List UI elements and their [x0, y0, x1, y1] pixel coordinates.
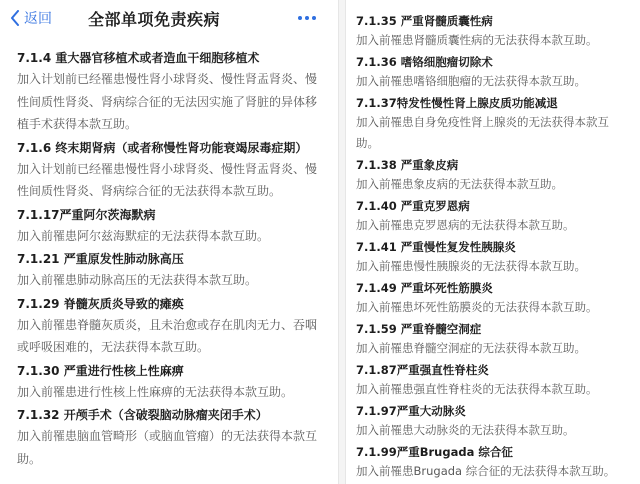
- disease-title: 7.1.37特发性慢性肾上腺皮质功能减退: [356, 96, 558, 110]
- disease-title: 7.1.35 严重肾髓质囊性病: [356, 14, 493, 28]
- navigation-bar: [0, 0, 336, 36]
- disease-title: 7.1.4 重大器官移植术或者造血干细胞移植术: [17, 51, 260, 65]
- disease-note: 加入前罹患慢性胰腺炎的无法获得本款互助。: [356, 259, 586, 273]
- disease-title: 7.1.30 严重进行性核上性麻痹: [17, 363, 184, 378]
- back-button[interactable]: [10, 8, 52, 28]
- disease-item: [356, 12, 630, 51]
- disease-title: 7.1.6 终末期肾病（或者称慢性肾功能衰竭尿毒症期）: [17, 140, 308, 155]
- disease-item: [17, 406, 326, 470]
- disease-title: 7.1.40 严重克罗恩病: [356, 199, 470, 213]
- disease-note: 加入前罹患克罗恩病的无法获得本款互助。: [356, 218, 575, 232]
- disease-note: 加入前罹患自身免疫性肾上腺炎的无法获得本款互助。: [356, 115, 609, 150]
- disease-item: [356, 361, 630, 400]
- disease-title: 7.1.36 嗜铬细胞瘤切除术: [356, 55, 493, 69]
- disease-item: [356, 279, 630, 318]
- disease-item: [356, 94, 630, 154]
- disease-title: 7.1.97严重大动脉炎: [356, 404, 466, 418]
- disease-title: 7.1.29 脊髓灰质炎导致的瘫痪: [17, 296, 184, 311]
- page-title: 全部单项免责疾病: [88, 10, 221, 29]
- disease-note: 加入前罹患坏死性筋膜炎的无法获得本款互助。: [356, 300, 598, 314]
- disease-item: [356, 197, 630, 236]
- disease-note: 加入前罹患脊髓灰质炎，且未治愈或存在肌肉无力、吞咽或呼吸困难的，无法获得本款互助。: [17, 317, 318, 354]
- right-disease-list: [356, 12, 630, 484]
- disease-item: [17, 49, 326, 136]
- left-disease-list: [17, 46, 326, 470]
- disease-item: [356, 156, 630, 195]
- disease-item: [17, 139, 326, 203]
- disease-item: [17, 295, 326, 359]
- disease-item: [17, 206, 326, 248]
- disease-title: 7.1.32 开颅手术（含破裂脑动脉瘤夹闭手术）: [17, 408, 268, 422]
- disease-title: 7.1.41 严重慢性复发性胰腺炎: [356, 240, 516, 254]
- disease-note: 加入前罹患肺动脉高压的无法获得本款互助。: [17, 273, 258, 287]
- disease-item: [356, 238, 630, 277]
- disease-item: [17, 362, 326, 404]
- right-screen: [346, 0, 640, 484]
- disease-note: 加入前罹患Brugada 综合征的无法获得本款互助。: [356, 464, 616, 478]
- chevron-left-icon: [10, 10, 20, 26]
- disease-item: [356, 53, 630, 92]
- disease-note: 加入前罹患进行性核上性麻痹的无法获得本款互助。: [17, 384, 294, 399]
- disease-note: 加入前罹患大动脉炎的无法获得本款互助。: [356, 423, 575, 437]
- disease-title: 7.1.49 严重坏死性筋膜炎: [356, 281, 493, 295]
- disease-title: 7.1.38 严重象皮病: [356, 158, 459, 172]
- disease-note: 加入前罹患脊髓空洞症的无法获得本款互助。: [356, 341, 586, 355]
- disease-title: 7.1.87严重强直性脊柱炎: [356, 363, 489, 377]
- disease-item: [17, 250, 326, 292]
- back-label: 返回: [24, 11, 52, 27]
- disease-note: 加入前罹患象皮病的无法获得本款互助。: [356, 177, 563, 191]
- screenshot-divider: [338, 0, 346, 484]
- disease-note: 加入前罹患脑血管畸形（或脑血管瘤）的无法获得本款互助。: [17, 429, 318, 466]
- disease-note: 加入前罹患肾髓质囊性病的无法获得本款互助。: [356, 33, 598, 47]
- disease-title: 7.1.21 严重原发性肺动脉高压: [17, 252, 184, 266]
- disease-title: 7.1.59 严重脊髓空洞症: [356, 322, 482, 336]
- disease-note: 加入前罹患嗜铬细胞瘤的无法获得本款互助。: [356, 74, 586, 88]
- disease-title: 7.1.99严重Brugada 综合征: [356, 445, 513, 459]
- disease-note: 加入计划前已经罹患慢性肾小球肾炎、慢性肾盂肾炎、慢性间质性肾炎、肾病综合征的无法获得本款互助。: [17, 161, 318, 198]
- disease-note: 加入计划前已经罹患慢性肾小球肾炎、慢性肾盂肾炎、慢性间质性肾炎、肾病综合征的无法因实施了肾脏的异体移植手术获得本款互助。: [17, 72, 318, 131]
- disease-note: 加入前罹患强直性脊柱炎的无法获得本款互助。: [356, 382, 598, 396]
- disease-item: [356, 320, 630, 359]
- more-options-icon[interactable]: [298, 16, 316, 20]
- disease-title: 7.1.17严重阿尔茨海默病: [17, 207, 156, 222]
- disease-item: [356, 402, 630, 441]
- disease-item: [356, 443, 630, 482]
- disease-note: 加入前罹患阿尔兹海默症的无法获得本款互助。: [17, 228, 270, 243]
